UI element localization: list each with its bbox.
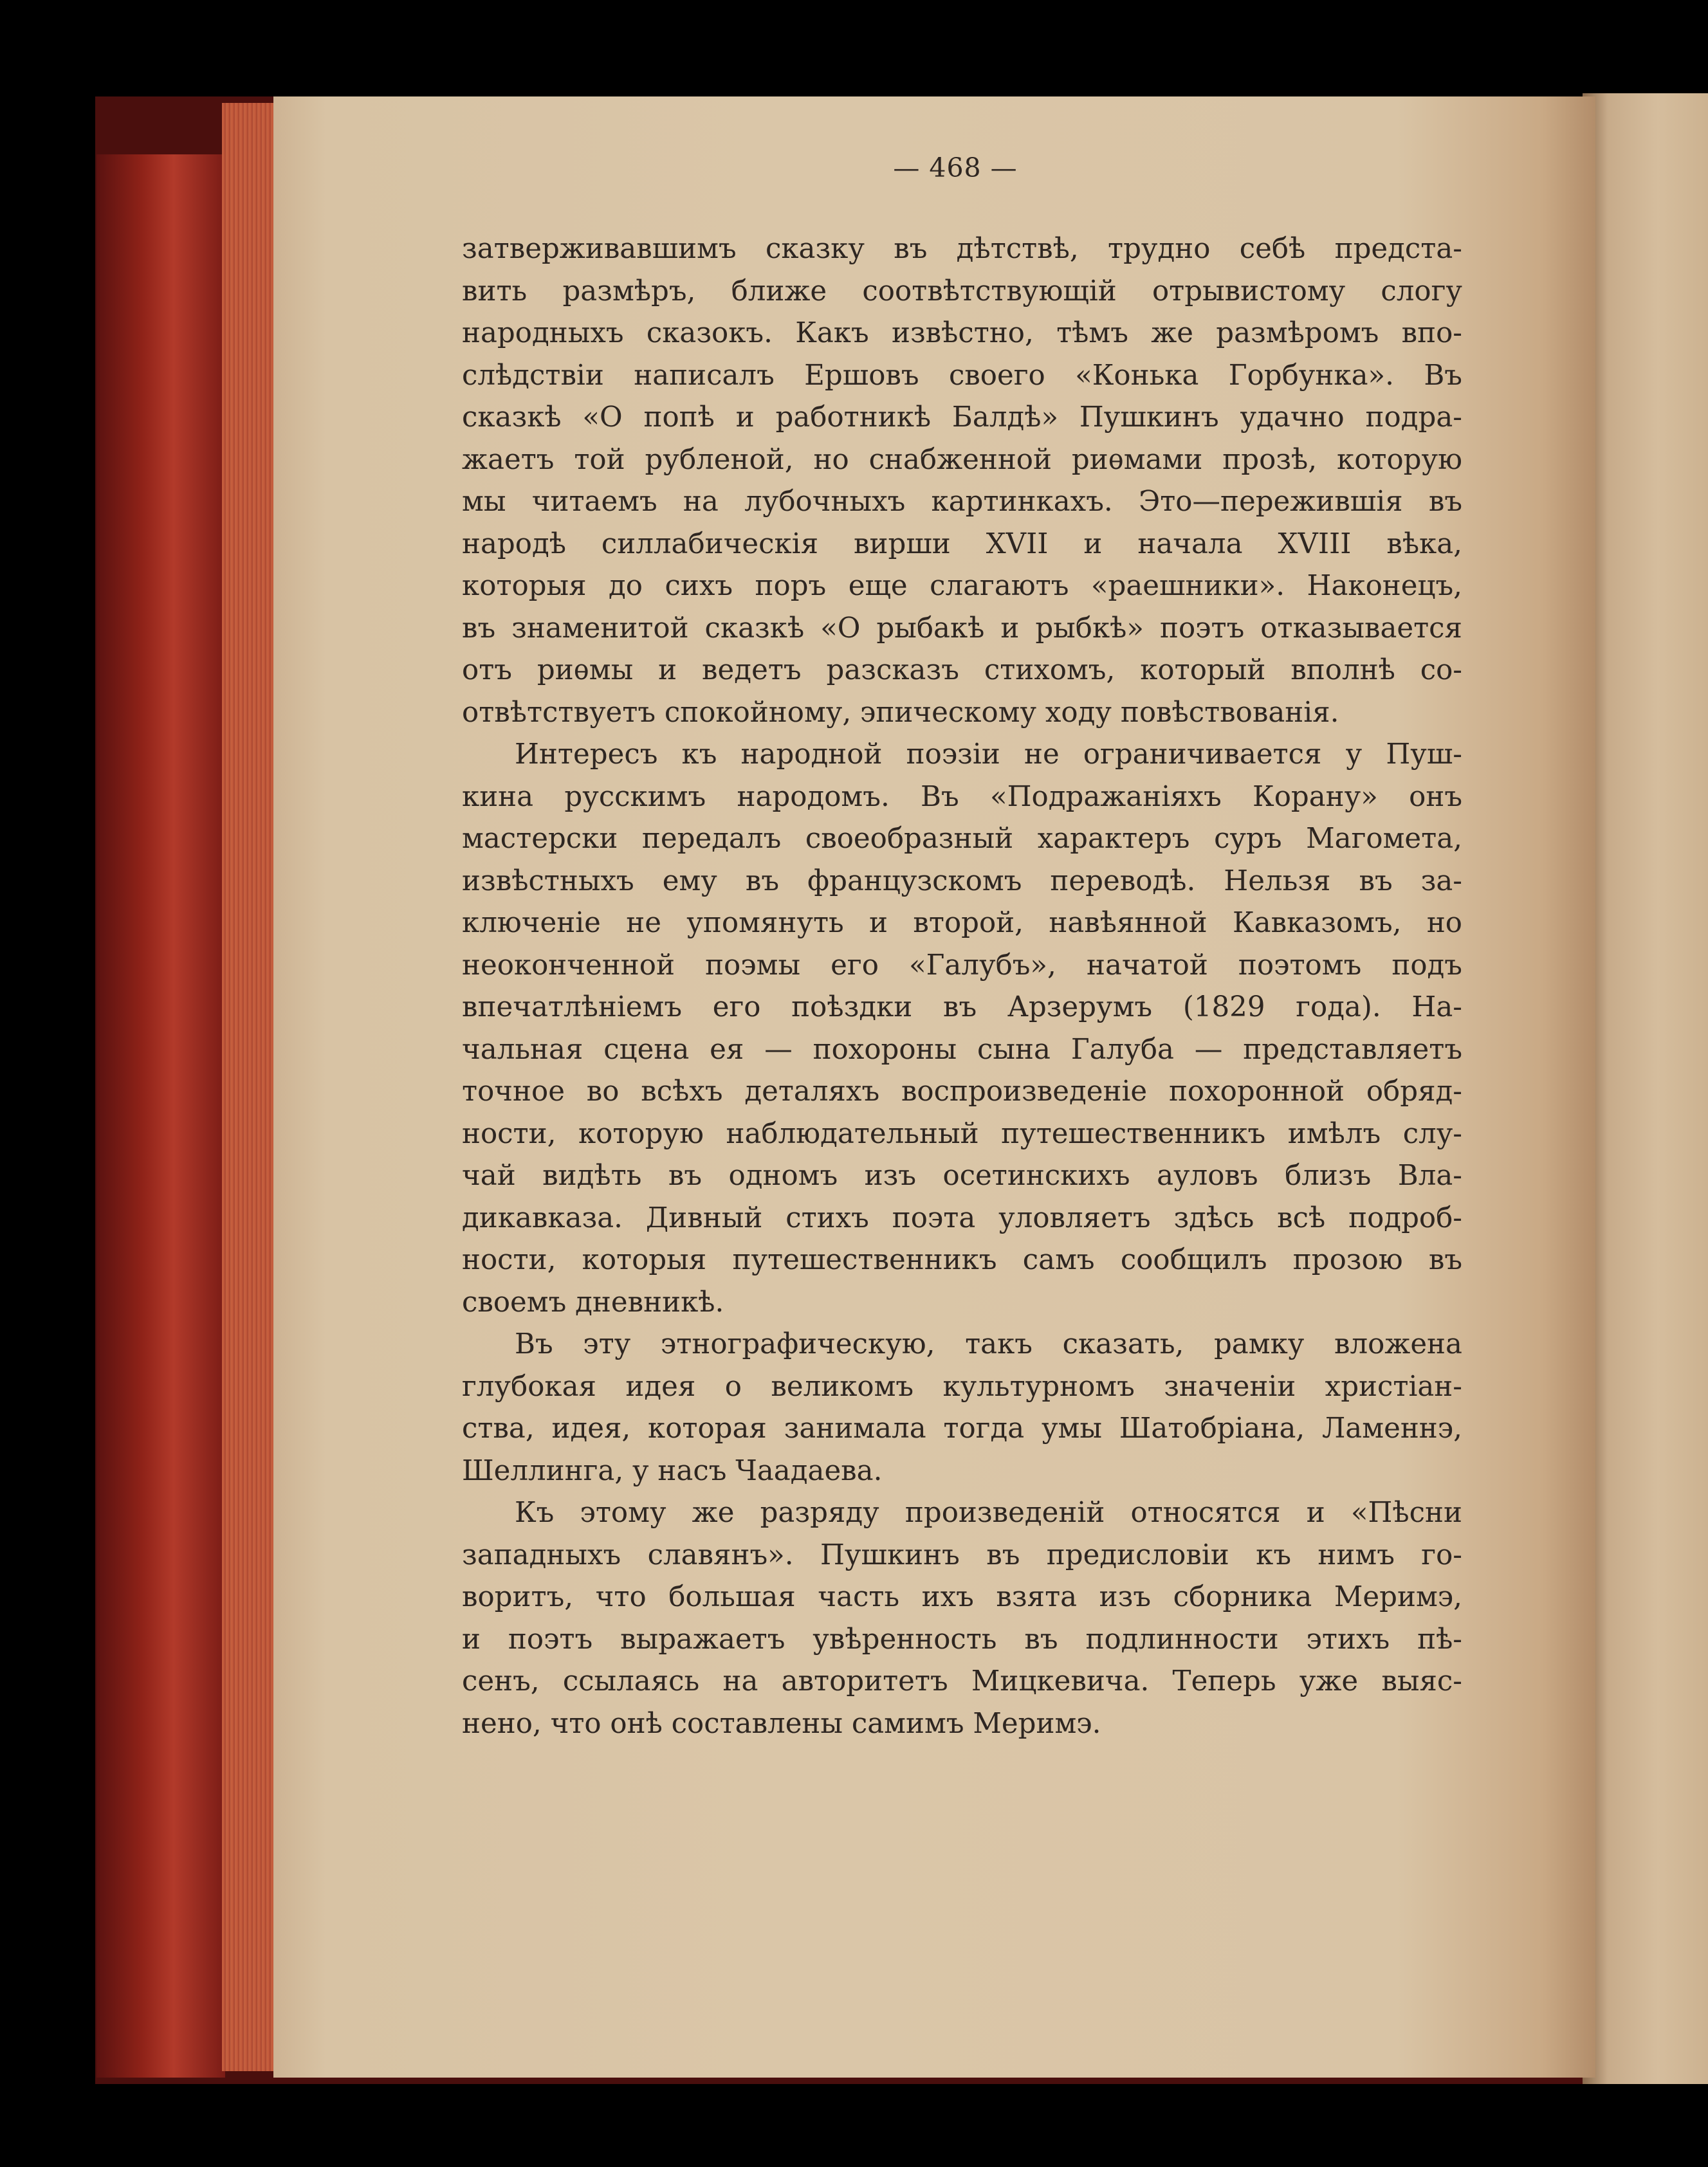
text-line: чай видѣть въ одномъ изъ осетинскихъ ауловъ близъ Вла- xyxy=(462,1160,1462,1192)
page-stack-edge xyxy=(222,103,280,2071)
page-number: — 468 — xyxy=(893,152,1018,183)
text-line: глубокая идея о великомъ культурномъ значеніи христіан- xyxy=(462,1370,1462,1403)
text-line: сказкѣ «О попѣ и работникѣ Балдѣ» Пушкинъ удачно подра- xyxy=(462,401,1462,434)
text-line: сенъ, ссылаясь на авторитетъ Мицкевича. Теперь уже выяс- xyxy=(462,1665,1462,1697)
text-line: и поэтъ выражаетъ увѣренность въ подлинности этихъ пѣ- xyxy=(462,1623,1462,1656)
text-line: которыя до сихъ поръ еще слагаютъ «раешники». Наконецъ, xyxy=(462,570,1462,602)
text-line: мастерски передалъ своеобразный характеръ суръ Магомета, xyxy=(462,823,1462,855)
facing-page xyxy=(1583,93,1708,2084)
text-line: отъ риѳмы и ведетъ разсказъ стихомъ, который вполнѣ со- xyxy=(462,654,1462,686)
text-line: жаетъ той рубленой, но снабженной риѳмами прозѣ, которую xyxy=(462,443,1462,476)
text-line: точное во всѣхъ деталяхъ воспроизведеніе похоронной обряд- xyxy=(462,1075,1462,1108)
text-line: Интересъ къ народной поэзіи не ограничивается у Пуш- xyxy=(515,738,1462,771)
text-line: народныхъ сказокъ. Какъ извѣстно, тѣмъ же размѣромъ впо- xyxy=(462,317,1462,349)
text-line: нено, что онѣ составлены самимъ Меримэ. xyxy=(462,1707,1101,1740)
text-line: воритъ, что большая часть ихъ взята изъ сборника Меримэ, xyxy=(462,1581,1462,1613)
text-line: кина русскимъ народомъ. Въ «Подражаніяхъ Корану» онъ xyxy=(462,780,1462,813)
text-line: ства, идея, которая занимала тогда умы Шатобріана, Ламеннэ, xyxy=(462,1413,1462,1445)
text-line: Въ эту этнографическую, такъ сказать, рамку вложена xyxy=(515,1328,1462,1360)
text-line: ности, которую наблюдательный путешественникъ имѣлъ слу- xyxy=(462,1117,1462,1150)
text-line: ности, которыя путешественникъ самъ сообщилъ прозою въ xyxy=(462,1244,1462,1276)
text-line: отвѣтствуетъ спокойному, эпическому ходу повѣствованія. xyxy=(462,696,1339,729)
text-line: чальная сцена ея — похороны сына Галуба — представляетъ xyxy=(462,1033,1462,1066)
text-line: извѣстныхъ ему въ французскомъ переводѣ. Нельзя въ за- xyxy=(462,864,1462,897)
text-line: дикавказа. Дивный стихъ поэта уловляетъ здѣсь всѣ подроб- xyxy=(462,1202,1462,1234)
text-line: затверживавшимъ сказку въ дѣтствѣ, трудно себѣ предста- xyxy=(462,233,1462,265)
text-line: неоконченной поэмы его «Галубъ», начатой поэтомъ подъ xyxy=(462,949,1462,982)
text-line: въ знаменитой сказкѣ «О рыбакѣ и рыбкѣ» поэтъ отказывается xyxy=(462,612,1462,645)
text-line: впечатлѣніемъ его поѣздки въ Арзерумъ (1829 года). На- xyxy=(462,991,1462,1023)
book-edge-red xyxy=(96,154,225,2078)
text-line: Шеллинга, у насъ Чаадаева. xyxy=(462,1454,883,1487)
text-line: своемъ дневникѣ. xyxy=(462,1286,724,1319)
facing-page-glyphs xyxy=(1698,412,1708,1955)
text-line: ключеніе не упомянуть и второй, навѣянной Кавказомъ, но xyxy=(462,907,1462,939)
text-line: западныхъ славянъ». Пушкинъ въ предисловіи къ нимъ го- xyxy=(462,1539,1462,1571)
page-text xyxy=(462,228,1462,1745)
text-line: слѣдствіи написалъ Ершовъ своего «Конька Горбунка». Въ xyxy=(462,359,1462,392)
text-line: Къ этому же разряду произведеній относятся и «Пѣсни xyxy=(515,1497,1462,1529)
text-line: вить размѣръ, ближе соотвѣтствующій отрывистому слогу xyxy=(462,275,1462,307)
text-line: мы читаемъ на лубочныхъ картинкахъ. Это—пережившія въ xyxy=(462,486,1462,518)
text-line: народѣ силлабическія вирши XVII и начала XVIII вѣка, xyxy=(462,527,1462,560)
